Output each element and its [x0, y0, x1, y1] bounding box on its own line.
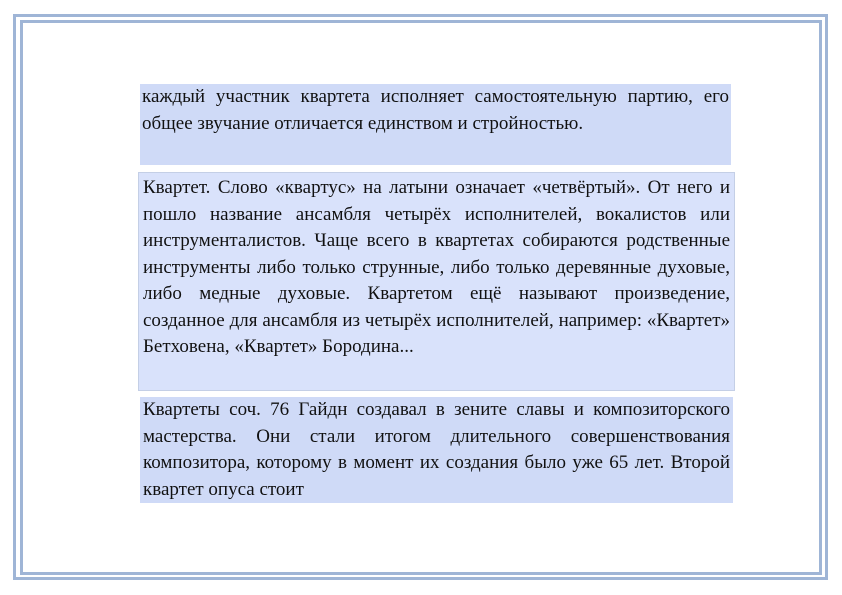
paragraph-1: каждый участник квартета исполняет самостоятельную партию, его общее звучание отличается единством и стройностью. [142, 86, 729, 134]
text-block-haydn-quartets [140, 397, 733, 503]
paragraph-2: Квартет. Слово «квартус» на латыни означает «четвёртый». От него и пошло название ансамбля четырёх исполнителей, вокалистов или инструменталистов. Чаще всего в квартетах собираются родственные инструменты либо только струнные, либо только деревянные духовые, либо медные духовые. Квартетом ещё называют произведение, созданное для ансамбля из четырёх исполнителей, например: «Квартет» Бетховена, «Квартет» Бородина... [143, 177, 730, 357]
text-block-quartet-definition [138, 172, 735, 391]
text-block-continuation [140, 84, 731, 165]
paragraph-3: Квартеты соч. 76 Гайдн создавал в зените славы и композиторского мастерства. Они стали итогом длительного совершенствования композитора, которому в момент их создания было уже 65 лет. Второй квартет опуса стоит [143, 399, 730, 500]
